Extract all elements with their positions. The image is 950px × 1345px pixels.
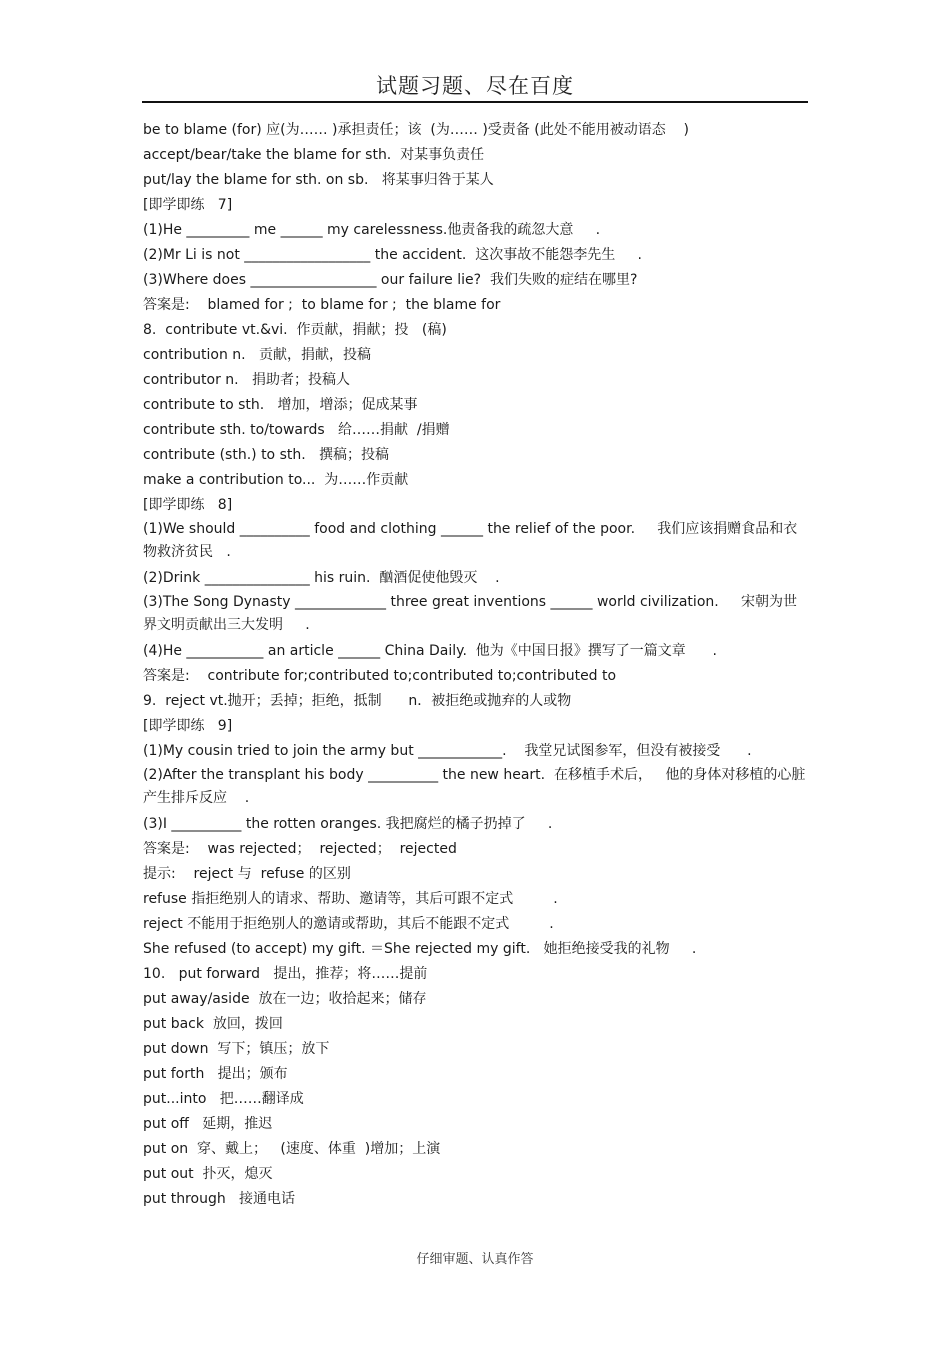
text-line: contribute to sth. 增加，增添；促成某事	[143, 397, 418, 413]
vocab-heading: 9. reject vt.抛开；丢掉；拒绝，抵制 n．被拒绝或抛弃的人或物	[143, 693, 572, 709]
text-line: She refused (to accept) my gift. ＝She rejected my gift. 她拒绝接受我的礼物 .	[143, 941, 697, 957]
exercise-item: (1)My cousin tried to join the army but ____________. 我堂兄试图参军，但没有被接受 .	[143, 743, 752, 759]
exercise-item: (3)I __________ the rotten oranges. 我把腐烂的橘子扔掉了 .	[143, 816, 553, 832]
text-line: accept/bear/take the blame for sth. 对某事负责任	[143, 147, 485, 163]
page-header-title: 试题习题、尽在百度	[376, 74, 574, 98]
page-footer: 仔细审题、认真作答	[416, 1252, 534, 1267]
exercise-item: (2)After the transplant his body __________ the new heart. 在移植手术后， 他的身体对移植的心脏产生排斥反应 .	[143, 767, 806, 806]
exercise-item: (2)Drink _______________ his ruin. 酗酒促使他毁灭 .	[143, 570, 500, 586]
text-line: put/lay the blame for sth. on sb. 将某事归咎于某人	[143, 172, 494, 188]
text-line: put away/aside 放在一边；收拾起来；储存	[143, 991, 427, 1007]
header-rule	[142, 101, 808, 103]
text-line: contribute sth. to/towards 给……捐献 /捐赠	[143, 422, 450, 438]
text-line: put off 延期，推迟	[143, 1116, 273, 1132]
exercise-heading: [即学即练 8]	[143, 497, 233, 513]
vocab-heading: 8. contribute vt.&vi. 作贡献，捐献；投 (稿)	[143, 322, 447, 338]
vocab-heading: 10. put forward 提出，推荐；将……提前	[143, 966, 428, 982]
text-line: put down 写下；镇压；放下	[143, 1041, 330, 1057]
text-line: put through 接通电话	[143, 1191, 296, 1207]
text-line: put out 扑灭，熄灭	[143, 1166, 273, 1182]
text-line: reject 不能用于拒绝别人的邀请或帮助，其后不能跟不定式 .	[143, 916, 554, 932]
answer-line: 答案是: was rejected； rejected； rejected	[143, 841, 457, 857]
exercise-item: (3)The Song Dynasty _____________ three great inventions ______ world civilization. 宋朝为世界文明贡献出三大发明 .	[143, 594, 797, 633]
text-line: be to blame (for) 应(为…… )承担责任；该 (为…… )受责备 (此处不能用被动语态 )	[143, 122, 689, 138]
exercise-item: (3)Where does __________________ our failure lie? 我们失败的症结在哪里?	[143, 272, 638, 288]
exercise-item: (1)We should __________ food and clothing ______ the relief of the poor. 我们应该捐赠食品和衣物救济贫民 .	[143, 521, 798, 560]
text-line: put back 放回，拨回	[143, 1016, 283, 1032]
exercise-item: (2)Mr Li is not __________________ the accident. 这次事故不能怨李先生 .	[143, 247, 642, 263]
text-line: put...into 把……翻译成	[143, 1091, 304, 1107]
text-line: put forth 提出；颁布	[143, 1066, 288, 1082]
answer-line: 答案是: blamed for ; to blame for ; the blame for	[143, 297, 501, 313]
document-body	[143, 118, 808, 1212]
exercise-item: (4)He ___________ an article ______ China Daily. 他为《中国日报》撰写了一篇文章 .	[143, 643, 717, 659]
text-line: contributor n. 捐助者；投稿人	[143, 372, 350, 388]
exercise-heading: [即学即练 7]	[143, 197, 233, 213]
exercise-item: (1)He _________ me ______ my carelessness.他责备我的疏忽大意 .	[143, 222, 601, 238]
text-line: contribute (sth.) to sth. 撰稿；投稿	[143, 447, 390, 463]
exercise-heading: [即学即练 9]	[143, 718, 233, 734]
text-line: contribution n. 贡献，捐献，投稿	[143, 347, 371, 363]
tip-line: 提示: reject 与 refuse 的区别	[143, 866, 351, 882]
text-line: make a contribution to... 为……作贡献	[143, 472, 409, 488]
text-line: put on 穿、戴上； (速度、体重 )增加；上演	[143, 1141, 441, 1157]
answer-line: 答案是: contribute for;contributed to;contributed to;contributed to	[143, 668, 617, 684]
text-line: refuse 指拒绝别人的请求、帮助、邀请等，其后可跟不定式 .	[143, 891, 558, 907]
